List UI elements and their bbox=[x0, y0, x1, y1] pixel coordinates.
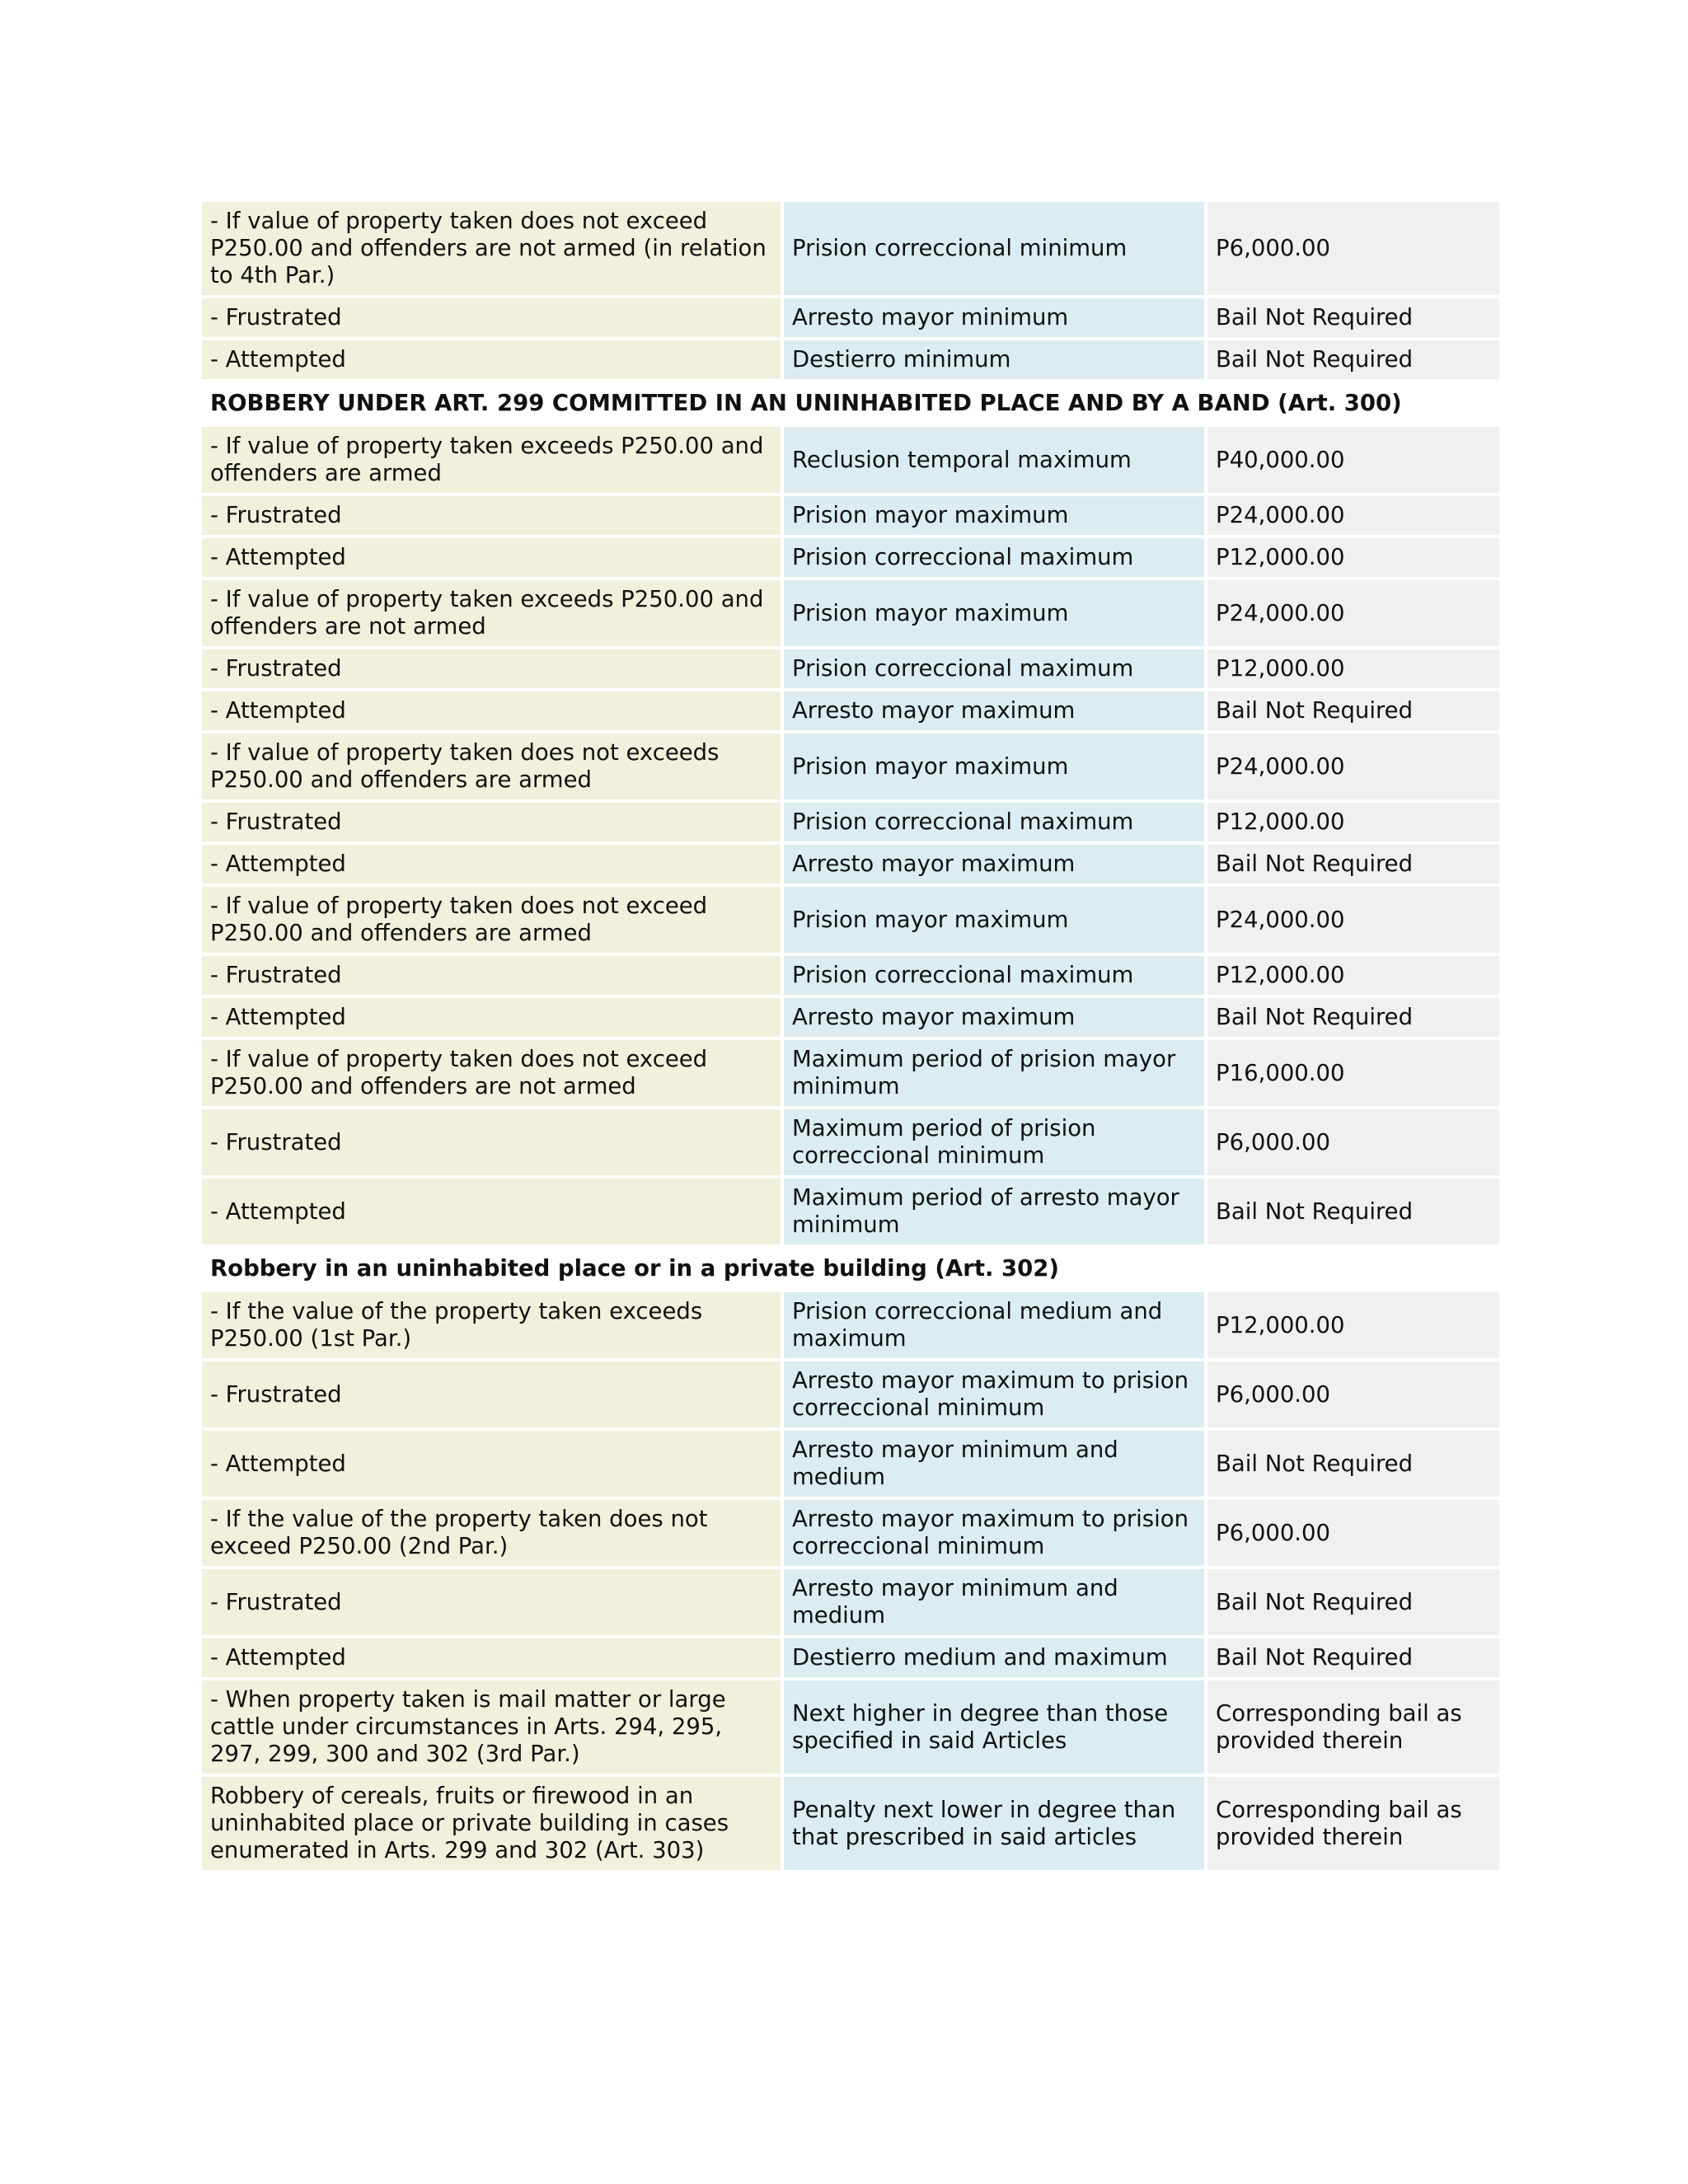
table-row bbox=[202, 845, 1499, 883]
bail-cell: Corresponding bail as provided therein bbox=[1207, 1680, 1499, 1774]
table-row bbox=[202, 298, 1499, 337]
penalty-cell: Destierro medium and maximum bbox=[784, 1638, 1207, 1677]
penalty-cell: Reclusion temporal maximum bbox=[784, 427, 1207, 493]
offense-cell: - Attempted bbox=[202, 340, 784, 379]
bail-cell: P16,000.00 bbox=[1207, 1040, 1499, 1106]
bail-cell: P12,000.00 bbox=[1207, 803, 1499, 841]
offense-cell: - Frustrated bbox=[202, 298, 784, 337]
offense-cell: - Frustrated bbox=[202, 1361, 784, 1427]
offense-cell: - Frustrated bbox=[202, 956, 784, 995]
bail-cell: P24,000.00 bbox=[1207, 887, 1499, 953]
section-title: Robbery in an uninhabited place or in a private building (Art. 302) bbox=[202, 1248, 1499, 1289]
table-row bbox=[202, 427, 1499, 493]
table-row bbox=[202, 496, 1499, 535]
penalty-cell: Prision correccional maximum bbox=[784, 803, 1207, 841]
table-body bbox=[202, 202, 1499, 1870]
offense-cell: - Attempted bbox=[202, 998, 784, 1037]
table-row bbox=[202, 1569, 1499, 1635]
penalty-cell: Arresto mayor maximum to prision correccional minimum bbox=[784, 1361, 1207, 1427]
offense-cell: - Frustrated bbox=[202, 649, 784, 688]
bail-cell: Bail Not Required bbox=[1207, 1638, 1499, 1677]
bail-cell: P24,000.00 bbox=[1207, 496, 1499, 535]
offense-cell: - If the value of the property taken exceeds P250.00 (1st Par.) bbox=[202, 1292, 784, 1358]
bail-cell: P6,000.00 bbox=[1207, 1361, 1499, 1427]
table-row bbox=[202, 580, 1499, 646]
bail-cell: Corresponding bail as provided therein bbox=[1207, 1777, 1499, 1870]
offense-cell: - If value of property taken exceeds P250.00 and offenders are not armed bbox=[202, 580, 784, 646]
penalty-cell: Prision mayor maximum bbox=[784, 580, 1207, 646]
penalty-cell: Next higher in degree than those specified in said Articles bbox=[784, 1680, 1207, 1774]
table-row bbox=[202, 803, 1499, 841]
bail-cell: Bail Not Required bbox=[1207, 998, 1499, 1037]
table-row bbox=[202, 1361, 1499, 1427]
penalty-cell: Prision mayor maximum bbox=[784, 887, 1207, 953]
penalty-cell: Arresto mayor minimum bbox=[784, 298, 1207, 337]
bail-cell: Bail Not Required bbox=[1207, 340, 1499, 379]
offense-cell: - When property taken is mail matter or large cattle under circumstances in Arts. 294, 295, 297, 299, 300 and 302 (3rd Par.) bbox=[202, 1680, 784, 1774]
offense-cell: - If the value of the property taken does not exceed P250.00 (2nd Par.) bbox=[202, 1500, 784, 1566]
penalty-cell: Prision correccional minimum bbox=[784, 202, 1207, 295]
penalty-cell: Destierro minimum bbox=[784, 340, 1207, 379]
offense-cell: - If value of property taken does not exceeds P250.00 and offenders are armed bbox=[202, 733, 784, 799]
penalty-cell: Prision correccional maximum bbox=[784, 538, 1207, 577]
table-row bbox=[202, 649, 1499, 688]
bail-cell: P12,000.00 bbox=[1207, 1292, 1499, 1358]
table-row bbox=[202, 998, 1499, 1037]
offense-cell: - Attempted bbox=[202, 1179, 784, 1244]
section-header-row bbox=[202, 1248, 1499, 1289]
offense-cell: - Attempted bbox=[202, 691, 784, 730]
bail-schedule-table bbox=[202, 199, 1499, 1873]
penalty-cell: Prision correccional maximum bbox=[784, 649, 1207, 688]
bail-cell: Bail Not Required bbox=[1207, 1431, 1499, 1497]
offense-cell: - Frustrated bbox=[202, 1109, 784, 1175]
penalty-cell: Arresto mayor minimum and medium bbox=[784, 1431, 1207, 1497]
table-row bbox=[202, 340, 1499, 379]
section-title: ROBBERY UNDER ART. 299 COMMITTED IN AN UNINHABITED PLACE AND BY A BAND (Art. 300) bbox=[202, 382, 1499, 424]
penalty-cell: Arresto mayor maximum bbox=[784, 998, 1207, 1037]
bail-cell: P12,000.00 bbox=[1207, 538, 1499, 577]
table-row bbox=[202, 1680, 1499, 1774]
offense-cell: - Attempted bbox=[202, 1431, 784, 1497]
table-row bbox=[202, 1431, 1499, 1497]
bail-cell: P40,000.00 bbox=[1207, 427, 1499, 493]
penalty-cell: Arresto mayor maximum bbox=[784, 691, 1207, 730]
bail-cell: P24,000.00 bbox=[1207, 580, 1499, 646]
table-row bbox=[202, 1777, 1499, 1870]
bail-cell: Bail Not Required bbox=[1207, 845, 1499, 883]
offense-cell: - If value of property taken does not exceed P250.00 and offenders are not armed (in relation to 4th Par.) bbox=[202, 202, 784, 295]
table-row bbox=[202, 1040, 1499, 1106]
offense-cell: - If value of property taken does not exceed P250.00 and offenders are armed bbox=[202, 887, 784, 953]
bail-cell: Bail Not Required bbox=[1207, 1569, 1499, 1635]
penalty-cell: Prision correccional medium and maximum bbox=[784, 1292, 1207, 1358]
bail-cell: Bail Not Required bbox=[1207, 1179, 1499, 1244]
offense-cell: - Frustrated bbox=[202, 803, 784, 841]
offense-cell: - Frustrated bbox=[202, 496, 784, 535]
penalty-cell: Maximum period of arresto mayor minimum bbox=[784, 1179, 1207, 1244]
offense-cell: Robbery of cereals, fruits or firewood in an uninhabited place or private building in cases enumerated in Arts. 299 and 302 (Art. 303) bbox=[202, 1777, 784, 1870]
offense-cell: - Frustrated bbox=[202, 1569, 784, 1635]
bail-cell: P6,000.00 bbox=[1207, 1500, 1499, 1566]
table-row bbox=[202, 733, 1499, 799]
penalty-cell: Maximum period of prision correccional minimum bbox=[784, 1109, 1207, 1175]
table-row bbox=[202, 887, 1499, 953]
table-row bbox=[202, 538, 1499, 577]
offense-cell: - Attempted bbox=[202, 1638, 784, 1677]
bail-cell: P6,000.00 bbox=[1207, 202, 1499, 295]
offense-cell: - Attempted bbox=[202, 538, 784, 577]
penalty-cell: Prision mayor maximum bbox=[784, 733, 1207, 799]
offense-cell: - If value of property taken exceeds P250.00 and offenders are armed bbox=[202, 427, 784, 493]
table-row bbox=[202, 1292, 1499, 1358]
offense-cell: - If value of property taken does not exceed P250.00 and offenders are not armed bbox=[202, 1040, 784, 1106]
table-row bbox=[202, 1179, 1499, 1244]
bail-cell: P12,000.00 bbox=[1207, 956, 1499, 995]
penalty-cell: Arresto mayor maximum bbox=[784, 845, 1207, 883]
penalty-cell: Penalty next lower in degree than that prescribed in said articles bbox=[784, 1777, 1207, 1870]
bail-cell: Bail Not Required bbox=[1207, 691, 1499, 730]
table-row bbox=[202, 1500, 1499, 1566]
offense-cell: - Attempted bbox=[202, 845, 784, 883]
table-row bbox=[202, 202, 1499, 295]
penalty-cell: Arresto mayor maximum to prision correccional minimum bbox=[784, 1500, 1207, 1566]
bail-cell: P6,000.00 bbox=[1207, 1109, 1499, 1175]
penalty-cell: Prision mayor maximum bbox=[784, 496, 1207, 535]
bail-cell: P24,000.00 bbox=[1207, 733, 1499, 799]
bail-cell: P12,000.00 bbox=[1207, 649, 1499, 688]
section-header-row bbox=[202, 382, 1499, 424]
bail-cell: Bail Not Required bbox=[1207, 298, 1499, 337]
penalty-cell: Maximum period of prision mayor minimum bbox=[784, 1040, 1207, 1106]
penalty-cell: Prision correccional maximum bbox=[784, 956, 1207, 995]
table-row bbox=[202, 1109, 1499, 1175]
penalty-cell: Arresto mayor minimum and medium bbox=[784, 1569, 1207, 1635]
table-row bbox=[202, 956, 1499, 995]
table-row bbox=[202, 691, 1499, 730]
table-row bbox=[202, 1638, 1499, 1677]
